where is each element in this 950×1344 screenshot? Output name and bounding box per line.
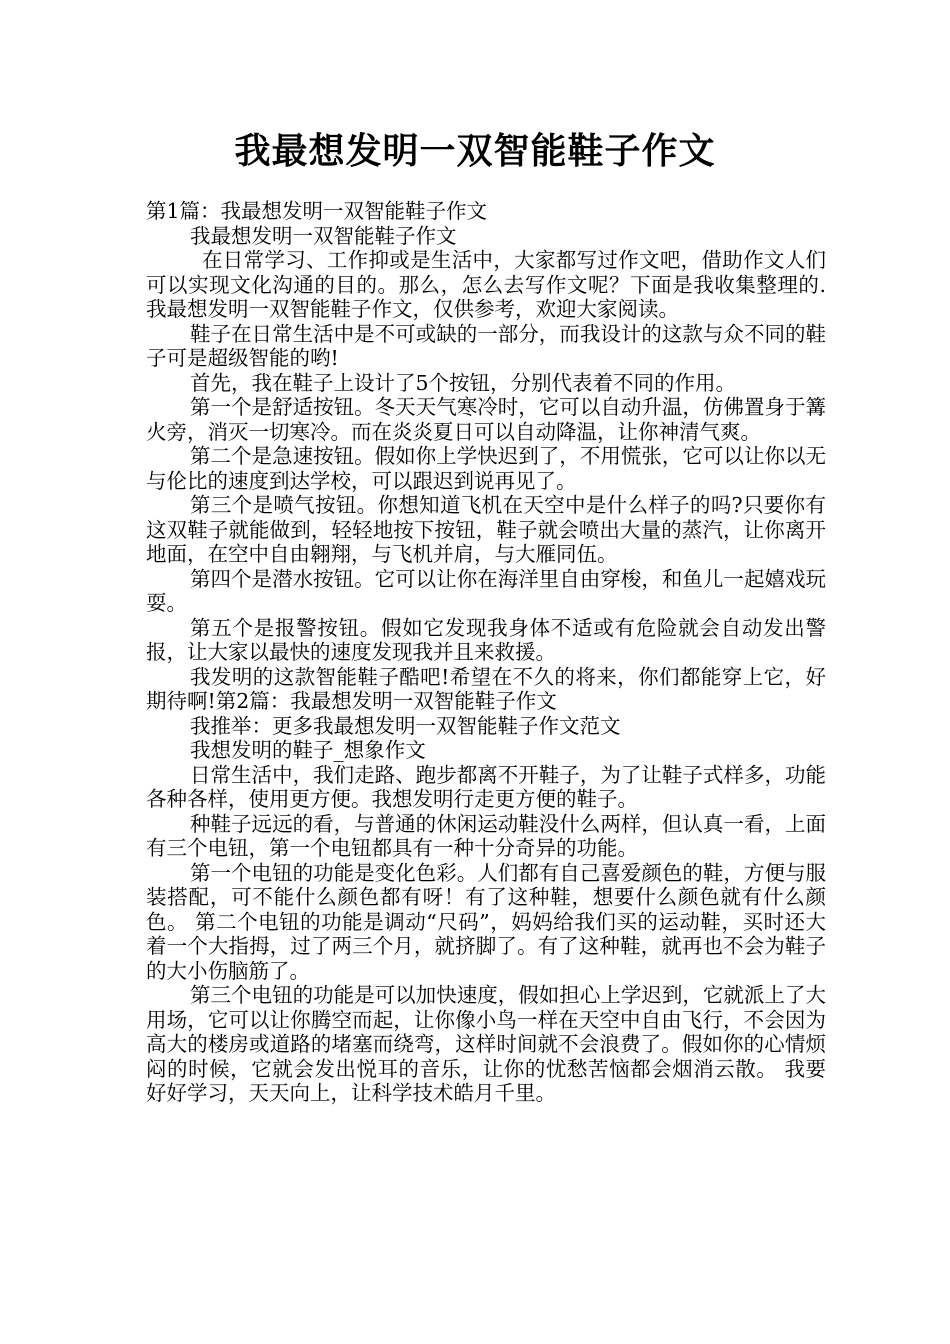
paragraph: 种鞋子远远的看，与普通的休闲运动鞋没什么两样，但认真一看，上面有三个电钮，第一个电钮都具有一种十分奇异的功能。 bbox=[146, 811, 826, 860]
paragraph: 第四个是潜水按钮。它可以让你在海洋里自由穿梭，和鱼儿一起嬉戏玩耍。 bbox=[146, 566, 826, 615]
paragraph: 第二个是急速按钮。假如你上学快迟到了，不用慌张，它可以让你以无与伦比的速度到达学校，可以跟迟到说再见了。 bbox=[146, 444, 826, 493]
paragraph: 第一个电钮的功能是变化色彩。人们都有自己喜爱颜色的鞋，方便与服装搭配，可不能什么颜色都有呀！有了这种鞋，想要什么颜色就有什么颜色。 第二个电钮的功能是调动“尺码”，妈妈给我们买的运动鞋，买时还大着一个大指拇，过了两三个月，就挤脚了。有了这种鞋，就再也不会为鞋子的大小伤脑筋了。 bbox=[146, 860, 826, 983]
paragraph-subtitle-1: 我最想发明一双智能鞋子作文 bbox=[190, 223, 457, 248]
paragraph: 第三个电钮的功能是可以加快速度，假如担心上学迟到，它就派上了大用场，它可以让你腾空而起，让你像小鸟一样在天空中自由飞行，不会因为高大的楼房或道路的堵塞而绕弯，这样时间就不会浪费了。假如你的心情烦闷的时候，它就会发出悦耳的音乐，让你的忧愁苦恼都会烟消云散。 我要好好学习，天天向上，让科学技术皓月千里。 bbox=[146, 983, 826, 1105]
paragraph: 第五个是报警按钮。假如它发现我身体不适或有危险就会自动发出警报，让大家以最快的速度发现我并且来救援。 bbox=[146, 615, 826, 664]
paragraph: 第三个是喷气按钮。你想知道飞机在天空中是什么样子的吗?只要你有这双鞋子就能做到，轻轻地按下按钮，鞋子就会喷出大量的蒸汽，让你离开地面，在空中自由翱翔，与飞机并肩，与大雁同伍。 bbox=[146, 493, 826, 566]
paragraph: 我发明的这款智能鞋子酷吧!希望在不久的将来，你们都能穿上它，好期待啊!第2篇：我最想发明一双智能鞋子作文 bbox=[146, 664, 826, 713]
paragraph: 在日常学习、工作抑或是生活中，大家都写过作文吧，借助作文人们可以实现文化沟通的目的。那么，怎么去写作文呢？下面是我收集整理的.我最想发明一双智能鞋子作文，仅供参考，欢迎大家阅读。 bbox=[146, 248, 826, 321]
document-body bbox=[146, 199, 826, 1106]
paragraph: 日常生活中，我们走路、跑步都离不开鞋子，为了让鞋子式样多，功能各种各样，使用更方便。我想发明行走更方便的鞋子。 bbox=[146, 762, 826, 811]
paragraph: 我推举：更多我最想发明一双智能鞋子作文范文 bbox=[190, 713, 621, 738]
paragraph: 首先，我在鞋子上设计了5个按钮，分别代表着不同的作用。 bbox=[190, 370, 737, 395]
paragraph: 鞋子在日常生活中是不可或缺的一部分，而我设计的这款与众不同的鞋子可是超级智能的哟! bbox=[146, 321, 826, 370]
paragraph-heading-1: 第1篇：我最想发明一双智能鞋子作文 bbox=[146, 199, 488, 223]
document-title: 我最想发明一双智能鞋子作文 bbox=[234, 131, 716, 172]
paragraph: 第一个是舒适按钮。冬天天气寒冷时，它可以自动升温，仿佛置身于篝火旁，消灭一切寒冷。而在炎炎夏日可以自动降温，让你神清气爽。 bbox=[146, 395, 826, 444]
paragraph-subtitle-2: 我想发明的鞋子_想象作文 bbox=[190, 738, 426, 762]
